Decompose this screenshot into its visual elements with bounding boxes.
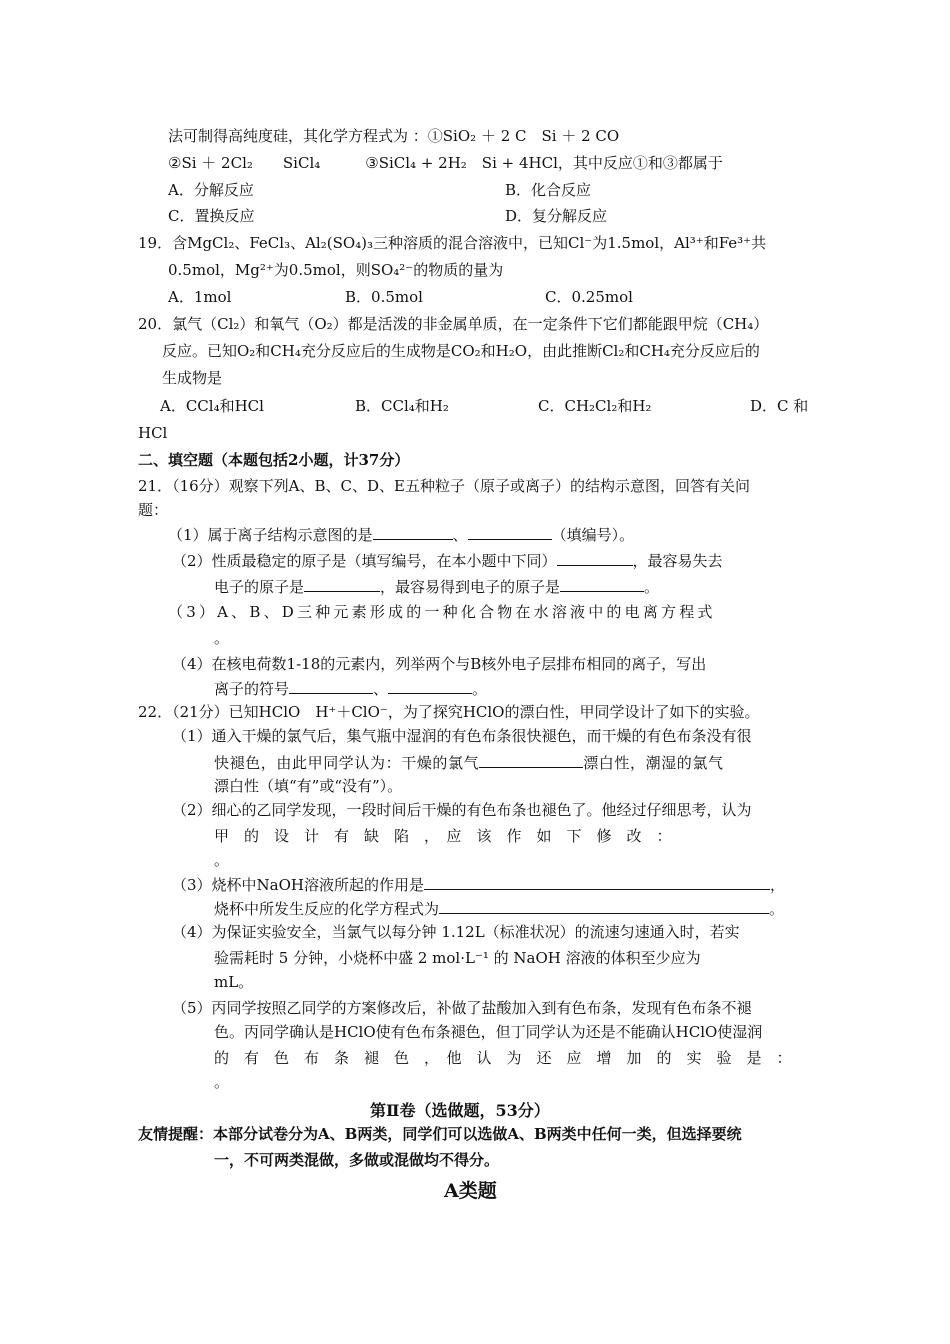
q22-p3-b-end: 。 (769, 900, 785, 918)
q22-p3-text-a: （3）烧杯中NaOH溶液所起的作用是 (172, 876, 424, 894)
q21-p2-text-d: ，最容易得到电子的原子是 (380, 578, 561, 596)
q21-p2-text-c: 电子的原子是 (214, 578, 305, 596)
q18-option-c: C．置换反应 (168, 207, 255, 225)
q21-p2-blank-1[interactable] (557, 550, 633, 566)
part2-notice-line2: 一，不可两类混做，多做或混做均不得分。 (214, 1151, 500, 1169)
q22-part2-end: 。 (214, 851, 230, 869)
q20-option-d: D．C 和 (750, 397, 809, 415)
q22-p3-blank-2[interactable] (439, 898, 769, 914)
section-a-title: A类题 (444, 1180, 497, 1202)
q21-part2-line1 (172, 550, 723, 571)
q22-p1-blank-1[interactable] (479, 752, 583, 768)
q20-option-b: B．CCl₄和H₂ (355, 397, 449, 415)
q22-part5-line3: 的 有 色 布 条 褪 色 ， 他 认 为 还 应 增 加 的 实 验 是 ： (214, 1049, 792, 1067)
q22-p3-blank-1[interactable] (424, 874, 770, 890)
q22-part1-line2 (214, 752, 724, 773)
q20-option-c: C．CH₂Cl₂和H₂ (538, 397, 652, 415)
q20-option-a: A．CCl₄和HCl (160, 397, 264, 415)
q19-option-b: B．0.5mol (345, 288, 423, 306)
q21-p4-blank-2[interactable] (388, 678, 472, 694)
q21-part4-line1: （4）在核电荷数1-18的元素内，列举两个与B核外电子层排布相同的离子，写出 (172, 655, 707, 673)
q21-line1: 21．（16分）观察下列A、B、C、D、E五种粒子（原子或离子）的结构示意图，回答有关问 (138, 477, 750, 495)
q22-part3-line1 (172, 874, 785, 895)
q18-option-b: B．化合反应 (505, 181, 592, 199)
q21-part2-line2 (214, 576, 659, 597)
q19-option-c: C．0.25mol (545, 288, 633, 306)
q21-part3-end: 。 (214, 629, 230, 647)
part2-notice-line1: 友情提醒：本部分试卷分为A、B两类，同学们可以选做A、B两类中任何一类，但选择要统 (138, 1125, 742, 1143)
q19-line2: 0.5mol，Mg²⁺为0.5mol，则SO₄²⁻的物质的量为 (168, 261, 504, 279)
q21-p4-text-b: 离子的符号 (214, 680, 290, 698)
q21-part3: （3）A、B、D三种元素形成的一种化合物在水溶液中的电离方程式 (168, 603, 716, 621)
part2-title: 第Ⅱ卷（选做题，53分） (370, 1101, 550, 1120)
q21-p2-end: 。 (644, 578, 660, 596)
q21-part4-line2 (214, 678, 487, 699)
q22-p3-a-end: ， (770, 876, 786, 894)
q20-line2: 反应。已知O₂和CH₄充分反应后的生成物是CO₂和H₂O，由此推断Cl₂和CH₄充分反应后的 (162, 342, 760, 360)
q20-option-d-tail: HCl (138, 424, 168, 442)
q19-line1: 19．含MgCl₂、FeCl₃、Al₂(SO₄)₃三种溶质的混合溶液中，已知Cl⁻为1.5mol，Al³⁺和Fe³⁺共 (138, 234, 767, 252)
q22-part1-line1: （1）通入干燥的氯气后，集气瓶中湿润的有色布条很快褪色，而干燥的有色布条没有很 (172, 727, 752, 745)
q20-line1: 20．氯气（Cl₂）和氧气（O₂）都是活泼的非金属单质，在一定条件下它们都能跟甲烷（CH₄） (138, 315, 769, 333)
q21-p4-blank-1[interactable] (289, 678, 373, 694)
q22-part4-line2: 验需耗时 5 分钟，小烧杯中盛 2 mol·L⁻¹ 的 NaOH 溶液的体积至少应为 (214, 949, 701, 967)
q22-part5-line1: （5）丙同学按照乙同学的方案修改后，补做了盐酸加入到有色布条，发现有色布条不褪 (172, 999, 752, 1017)
q22-part1-line3: 漂白性（填“有”或“没有”）。 (214, 777, 403, 795)
section2-heading: 二、填空题（本题包括2小题，计37分） (138, 451, 410, 469)
q18-line1: 法可制得高纯度硅，其化学方程式为 ：①SiO₂ ＋ 2 C Si ＋ 2 CO (168, 127, 620, 145)
q21-p2-text-a: （2）性质最稳定的原子是（填写编号，在本小题中下同） (172, 552, 557, 570)
q21-p4-end: 。 (472, 680, 488, 698)
q21-p1-text-a: （1）属于离子结构示意图的是 (168, 526, 373, 544)
q22-part4-line1: （4）为保证实验安全，当氯气以每分钟 1.12L（标准状况）的流速匀速通入时，若实 (172, 923, 740, 941)
q22-p1-text-c: 漂白性，潮湿的氯气 (583, 754, 724, 772)
q22-part2-line1: （2）细心的乙同学发现，一段时间后干燥的有色布条也褪色了。他经过仔细思考，认为 (172, 801, 752, 819)
q21-line2: 题： (138, 501, 169, 519)
q20-line3: 生成物是 (162, 369, 223, 387)
q21-p1-text-b: （填编号）。 (551, 526, 635, 544)
q22-part3-line2 (214, 898, 784, 919)
q21-part1 (168, 524, 634, 545)
q21-p2-text-b: ，最容易失去 (632, 552, 723, 570)
q22-p1-text-b: 快褪色，由此甲同学认为：干燥的氯气 (214, 754, 480, 772)
q22-part4-line3: mL。 (214, 973, 254, 991)
q21-p4-sep: 、 (373, 680, 389, 698)
q22-part2-line2: 甲 的 设 计 有 缺 陷 ， 应 该 作 如 下 修 改 ： (214, 827, 672, 845)
q21-p2-blank-3[interactable] (560, 576, 644, 592)
q18-line2: ②Si ＋ 2Cl₂ SiCl₄ ③SiCl₄ + 2H₂ Si + 4HCl，其中反应①和③都属于 (168, 154, 723, 172)
q22-p3-text-b: 烧杯中所发生反应的化学方程式为 (214, 900, 440, 918)
q22-part5-line2: 色。丙同学确认是HClO使有色布条褪色，但丁同学认为还是不能确认HClO使湿润 (214, 1023, 763, 1041)
q22-line1: 22．（21分）已知HClO H⁺＋ClO⁻，为了探究HClO的漂白性，甲同学设计了如下的实验。 (138, 703, 760, 721)
q18-option-d: D．复分解反应 (505, 207, 608, 225)
q21-p1-blank-1[interactable] (373, 524, 453, 540)
q21-p2-blank-2[interactable] (304, 576, 380, 592)
q22-part5-end: 。 (214, 1073, 230, 1091)
q19-option-a: A．1mol (168, 288, 232, 306)
q21-p1-sep: 、 (452, 526, 468, 544)
q18-option-a: A．分解反应 (168, 181, 254, 199)
q21-p1-blank-2[interactable] (468, 524, 552, 540)
